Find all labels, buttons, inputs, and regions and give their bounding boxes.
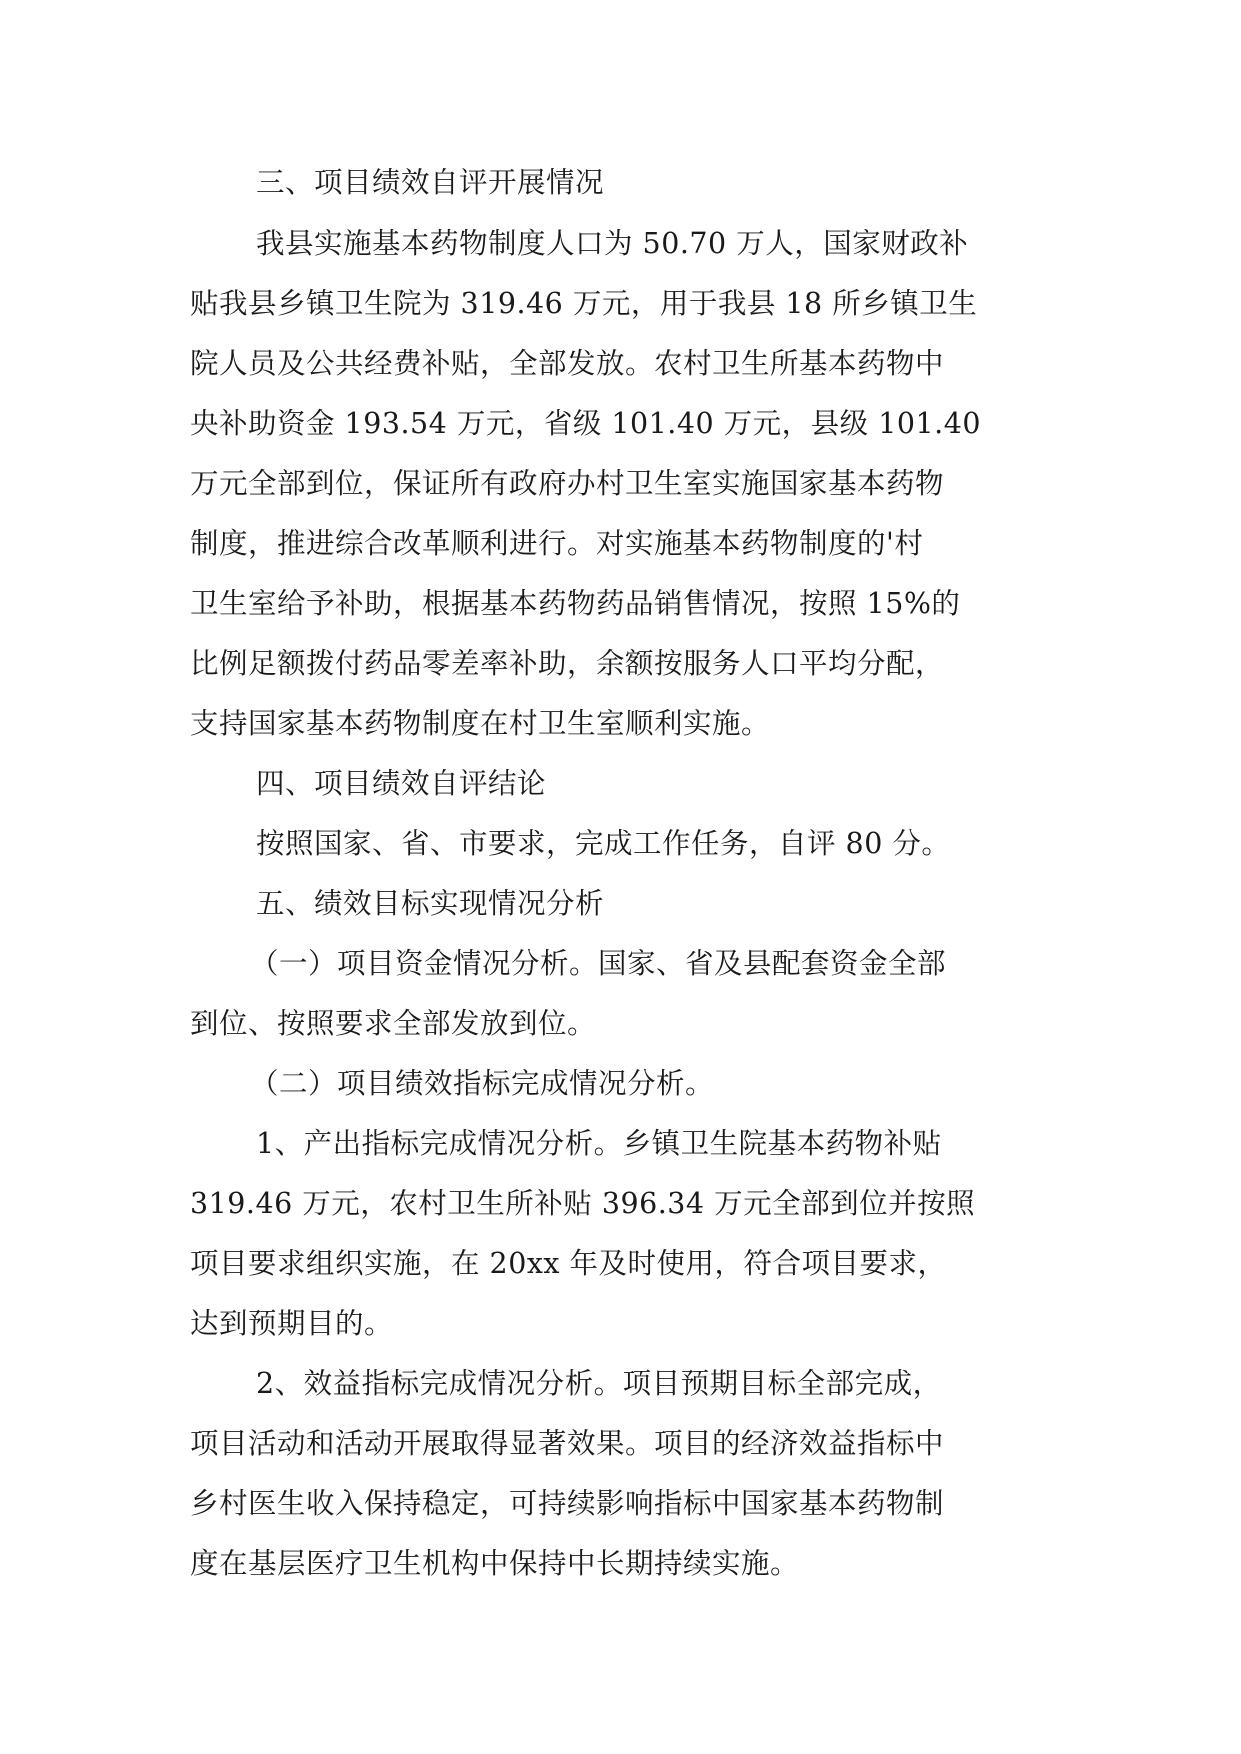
item-2-line: 乡村医生收入保持稳定，可持续影响指标中国家基本药物制 [190,1487,945,1520]
paragraph-line: 贴我县乡镇卫生院为 319.46 万元，用于我县 18 所乡镇卫生 [190,287,978,320]
item-1-line: 达到预期目的。 [190,1307,394,1340]
subsection-2-heading: （二）项目绩效指标完成情况分析。 [250,1067,715,1100]
item-1-line: 1、产出指标完成情况分析。乡镇卫生院基本药物补贴 [256,1127,942,1160]
paragraph-line: 比例足额拨付药品零差率补助，余额按服务人口平均分配， [190,647,945,680]
paragraph-line: 支持国家基本药物制度在村卫生室顺利实施。 [190,707,771,740]
item-2-line: 项目活动和活动开展取得显著效果。项目的经济效益指标中 [190,1427,945,1460]
section-3-heading: 三、项目绩效自评开展情况 [256,166,605,199]
item-2-line: 2、效益指标完成情况分析。项目预期目标全部完成， [256,1367,942,1400]
item-2-line: 度在基层医疗卫生机构中保持中长期持续实施。 [190,1547,800,1580]
paragraph-line: 我县实施基本药物制度人口为 50.70 万人，国家财政补 [256,227,969,260]
paragraph-line: 卫生室给予补助，根据基本药物药品销售情况，按照 15%的 [190,587,961,620]
section-5-heading: 五、绩效目标实现情况分析 [256,887,605,920]
paragraph-line: 制度，推进综合改革顺利进行。对实施基本药物制度的'村 [190,527,924,560]
paragraph-line: 按照国家、省、市要求，完成工作任务，自评 80 分。 [256,827,951,860]
item-1-line: 项目要求组织实施，在 20xx 年及时使用，符合项目要求， [190,1247,947,1280]
paragraph-line: 万元全部到位，保证所有政府办村卫生室实施国家基本药物 [190,467,945,500]
subsection-1-line: 到位、按照要求全部发放到位。 [190,1007,597,1040]
section-4-heading: 四、项目绩效自评结论 [256,767,547,800]
paragraph-line: 央补助资金 193.54 万元，省级 101.40 万元，县级 101.40 [190,407,981,440]
item-1-line: 319.46 万元，农村卫生所补贴 396.34 万元全部到位并按照 [190,1187,976,1220]
paragraph-line: 院人员及公共经费补贴，全部发放。农村卫生所基本药物中 [190,347,945,380]
subsection-1-line: （一）项目资金情况分析。国家、省及县配套资金全部 [250,947,947,980]
